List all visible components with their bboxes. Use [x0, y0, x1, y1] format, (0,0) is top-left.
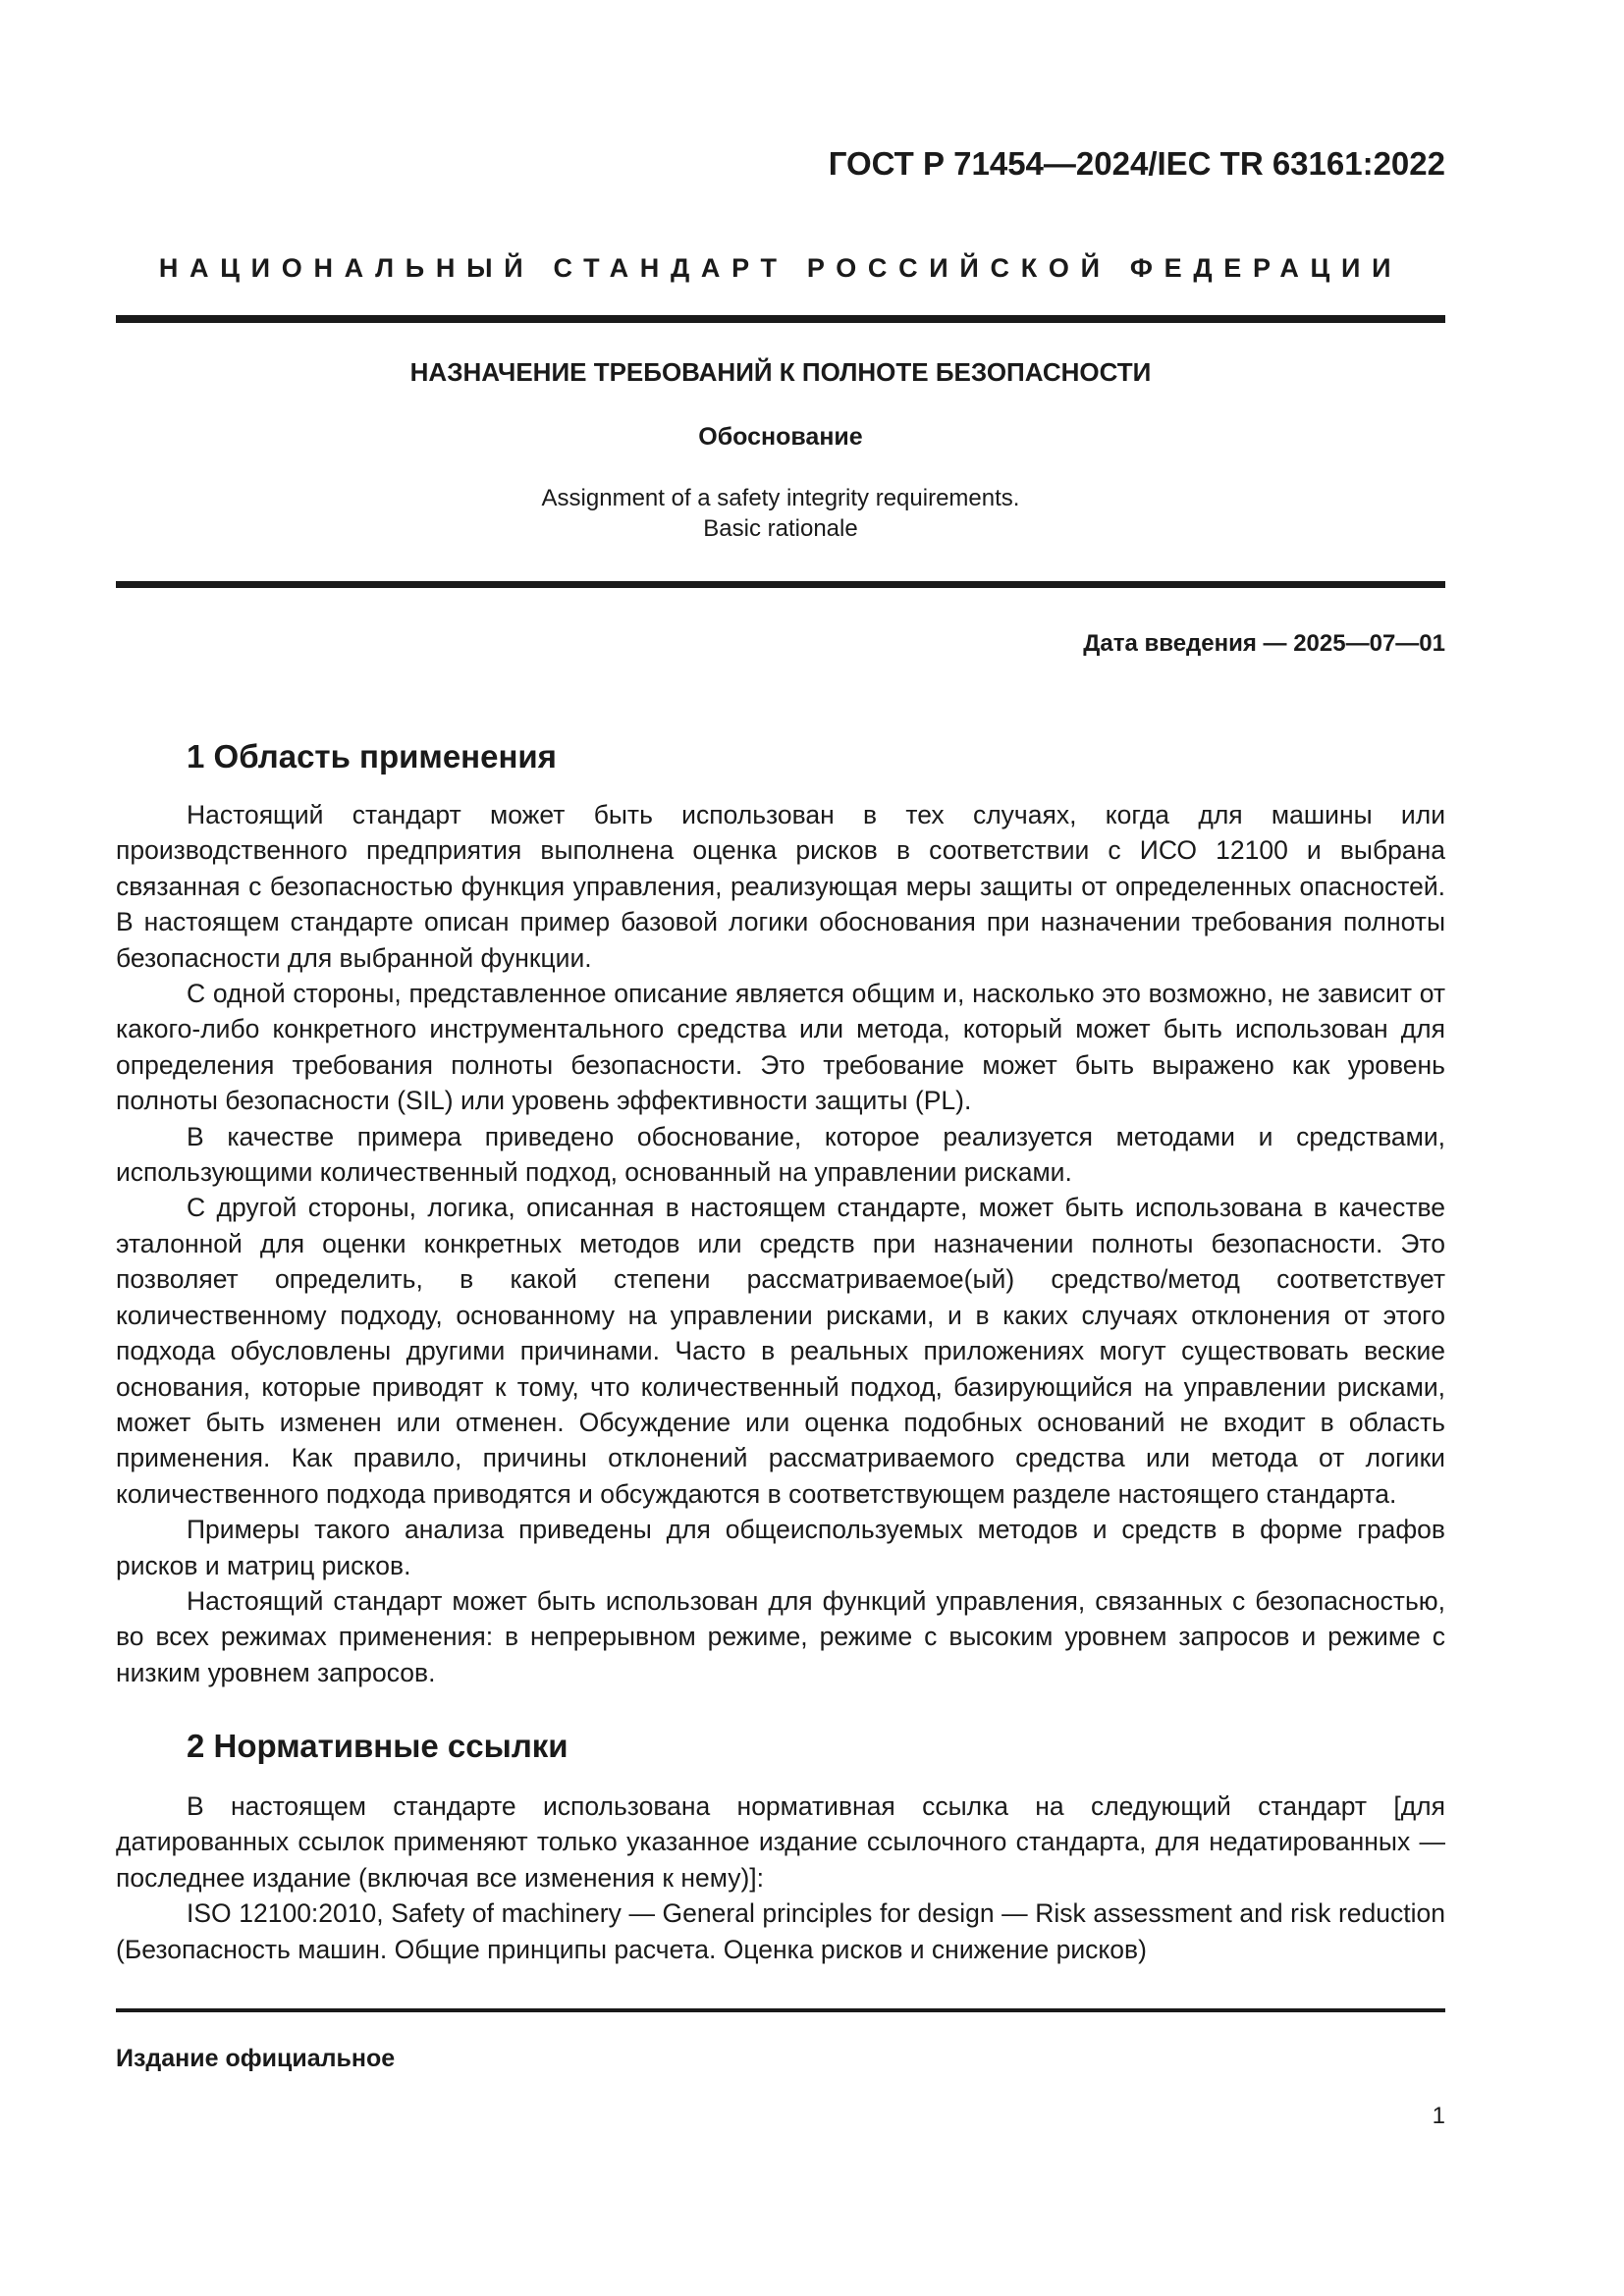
section-2-paragraph: ISO 12100:2010, Safety of machinery — General principles for design — Risk assessment and risk reduction (Безопасность машин. Общие принципы расчета. Оценка рисков и снижение рисков) — [116, 1898, 1445, 1964]
footer-divider — [116, 2008, 1445, 2012]
top-divider — [116, 315, 1445, 323]
section-1-paragraph: Настоящий стандарт может быть использован в тех случаях, когда для машины или производственного предприятия выполнена оценка рисков в соответствии с ИСО 12100 и выбрана связанная с безопасностью функция управления, реализующая меры защиты от определенных опасностей. В настоящем стандарте описан пример базовой логики обоснования при назначении требования полноты безопасности для выбранной функции. — [116, 800, 1445, 973]
document-title: НАЗНАЧЕНИЕ ТРЕБОВАНИЙ К ПОЛНОТЕ БЕЗОПАСНОСТИ — [409, 357, 1152, 387]
page-number: 1 — [1432, 2103, 1445, 2129]
section-2-heading: 2 Нормативные ссылки — [187, 1728, 568, 1764]
official-edition-label: Издание официальное — [116, 2045, 396, 2072]
english-title-line-2: Basic rationale — [703, 515, 858, 542]
document-subtitle: Обоснование — [698, 423, 863, 451]
national-standard-banner: НАЦИОНАЛЬНЫЙ СТАНДАРТ РОССИЙСКОЙ ФЕДЕРАЦИИ — [158, 253, 1403, 283]
section-1-paragraph: В качестве примера приведено обоснование, которое реализуется методами и средствами, использующими количественный подход, основанный на управлении рисками. — [116, 1121, 1445, 1188]
section-2-paragraph: В настоящем стандарте использована нормативная ссылка на следующий стандарт [для датированных ссылок применяют только указанное издание ссылочного стандарта, для недатированных — последнее издание (включая все изменения к нему)]: — [116, 1791, 1445, 1893]
title-divider — [116, 581, 1445, 588]
section-1-paragraph: Настоящий стандарт может быть использован для функций управления, связанных с безопасностью, во всех режимах применения: в непрерывном режиме, режиме с высоким уровнем запросов и режиме с низким уровнем запросов. — [116, 1585, 1445, 1687]
standard-code: ГОСТ Р 71454—2024/IEC TR 63161:2022 — [828, 145, 1445, 182]
section-2-body — [116, 1789, 1445, 1967]
section-1-paragraph: С одной стороны, представленное описание является общим и, насколько это возможно, не зависит от какого-либо конкретного инструментального средства или метода, который может быть использован для определения требования полноты безопасности. Это требование может быть выражено как уровень полноты безопасности (SIL) или уровень эффективности защиты (PL). — [116, 979, 1445, 1116]
section-1-paragraph: Примеры такого анализа приведены для общеиспользуемых методов и средств в форме графов рисков и матриц рисков. — [116, 1515, 1445, 1580]
section-1-heading: 1 Область применения — [187, 738, 557, 774]
section-1-body — [116, 797, 1445, 1690]
english-title-line-1: Assignment of a safety integrity requirements. — [541, 485, 1020, 511]
english-title — [116, 483, 1445, 544]
section-1-paragraph: С другой стороны, логика, описанная в настоящем стандарте, может быть использована в качестве эталонной для оценки конкретных методов или средств при назначении полноты безопасности. Это позволяет определить, в какой степени рассматриваемое(ый) средство/метод соответствует количественному подходу, основанному на управлении рисками, и в каких случаях отклонения от этого подхода обусловлены другими причинами. Часто в реальных приложениях могут существовать веские основания, которые приводят к тому, что количественный подход, базирующийся на управлении рисками, может быть изменен или отменен. Обсуждение или оценка подобных оснований не входит в область применения. Как правило, причины отклонений рассматриваемого средства или метода от логики количественного подхода приводятся и обсуждаются в соответствующем разделе настоящего стандарта. — [116, 1193, 1445, 1509]
introduction-date: Дата введения — 2025—07—01 — [1083, 630, 1445, 657]
